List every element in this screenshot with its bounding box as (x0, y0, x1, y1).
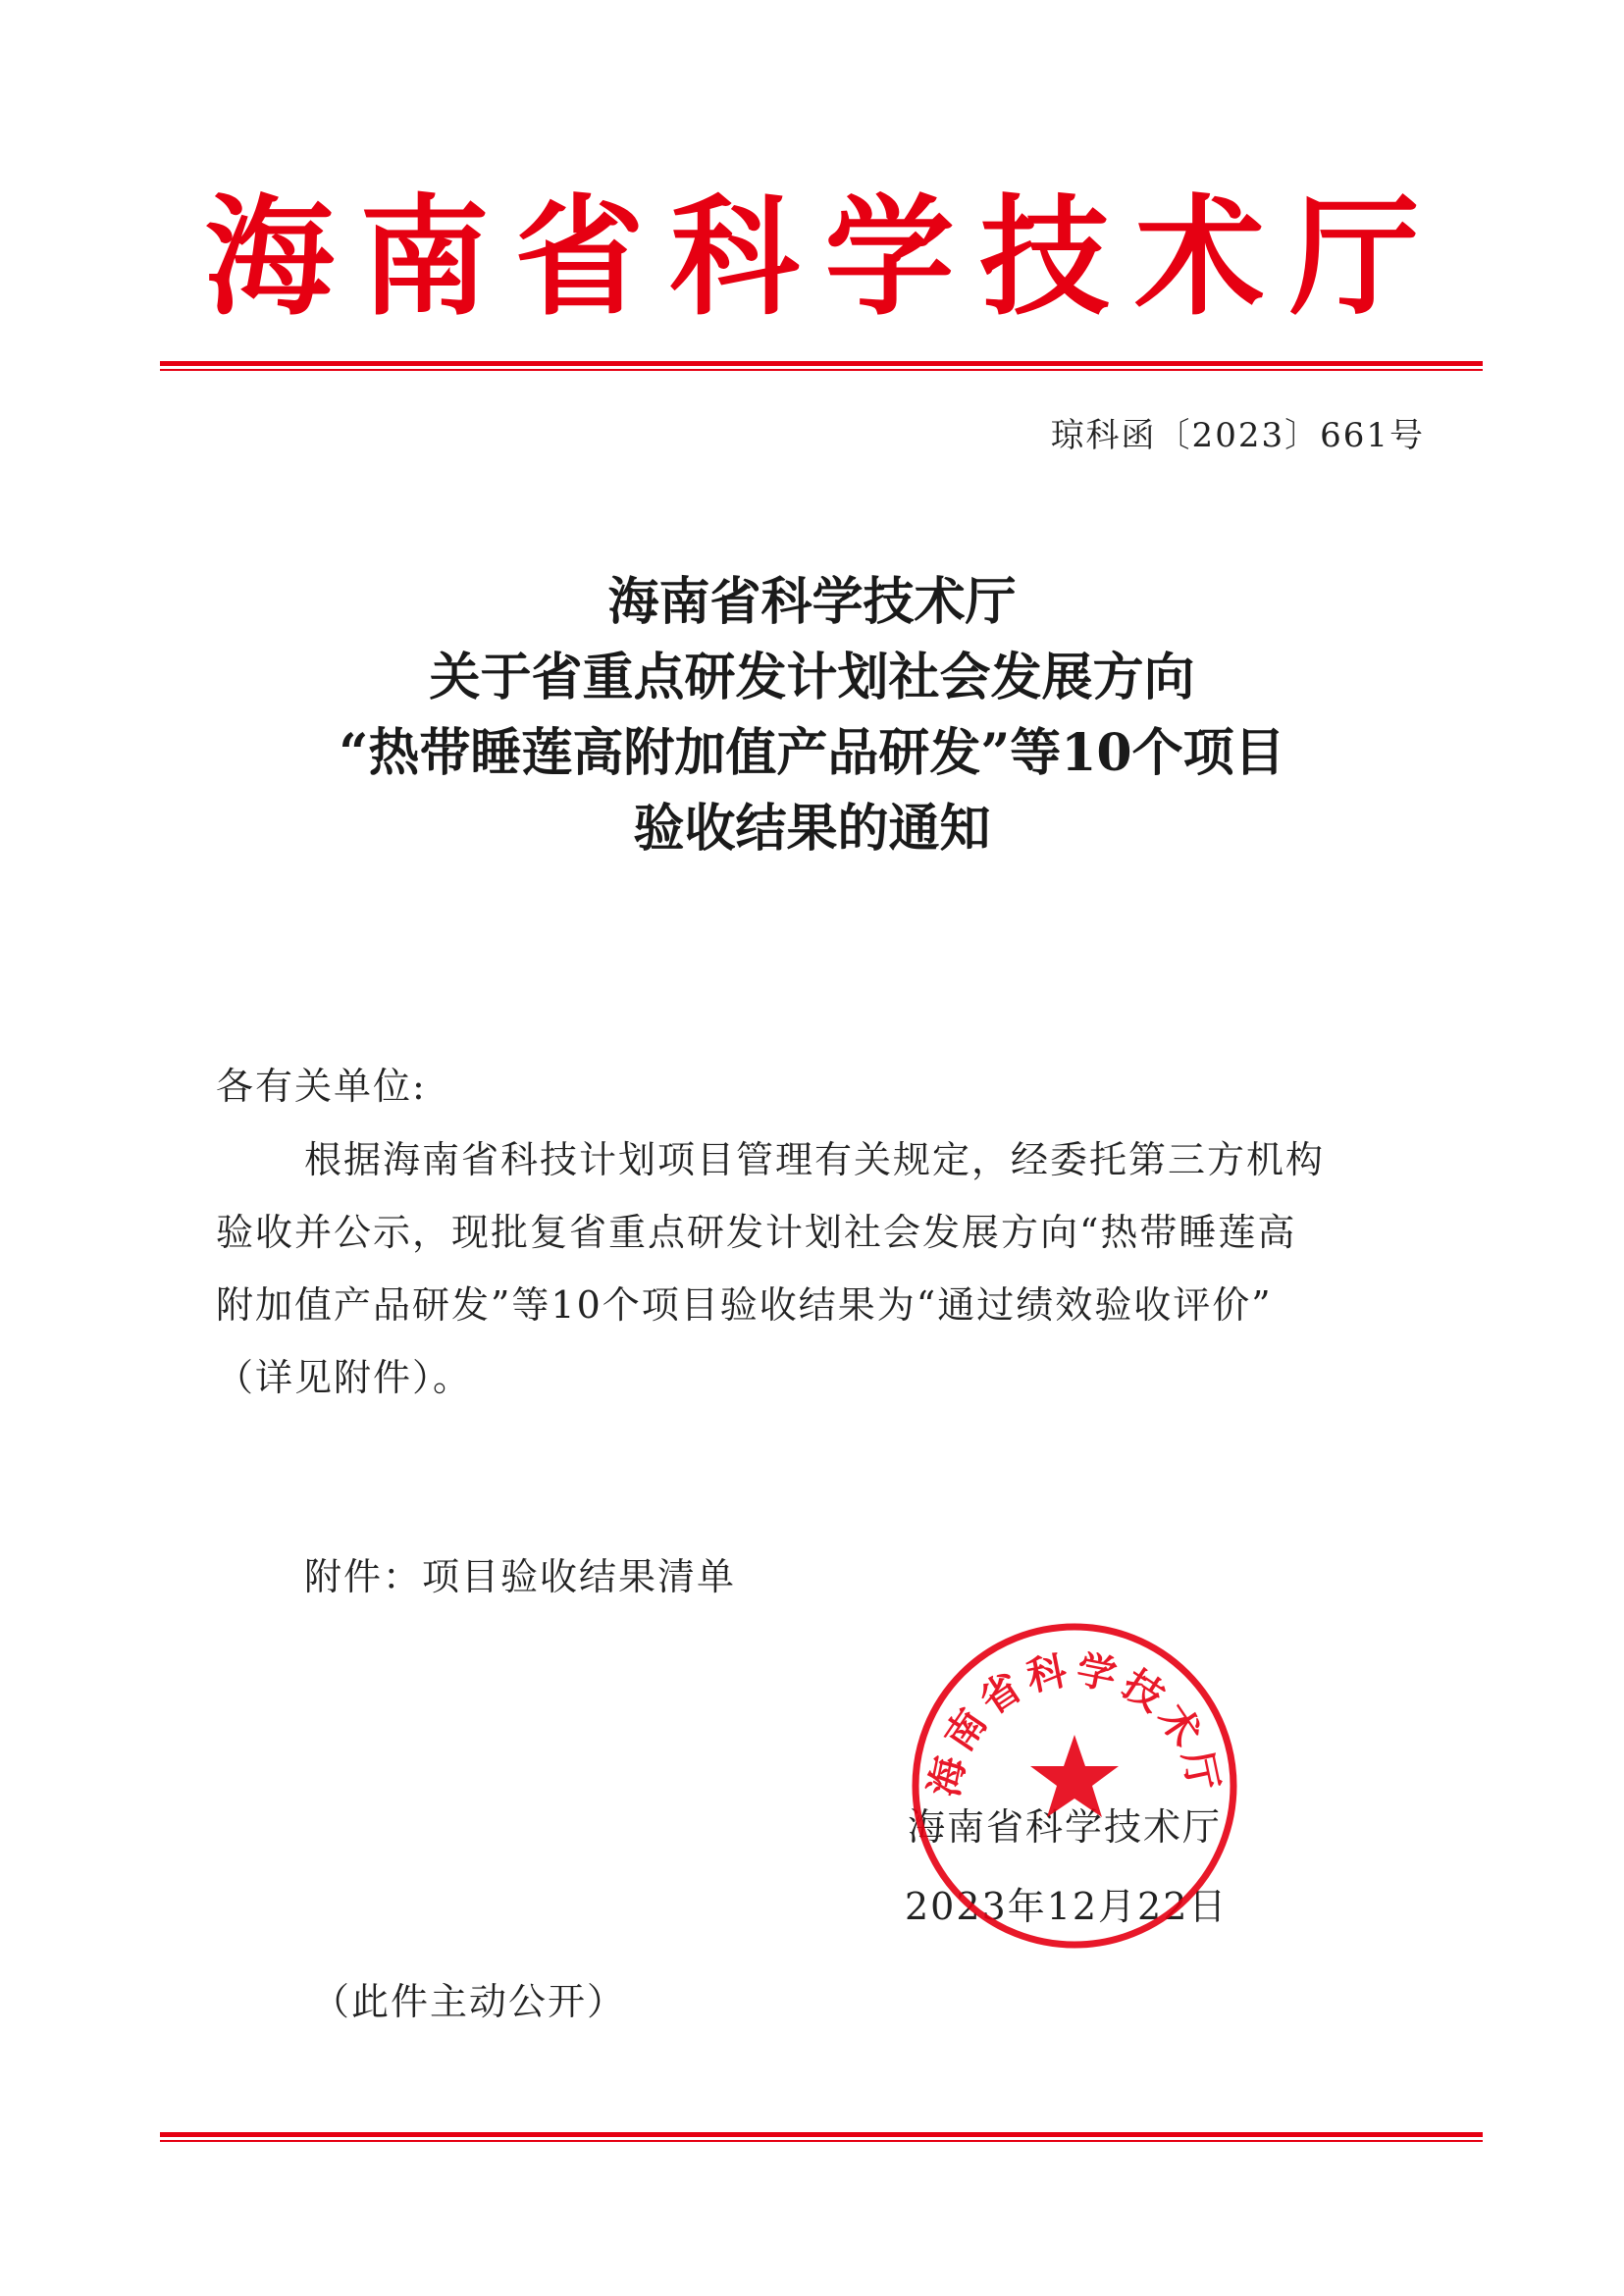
issue-date: 2023年12月22日 (905, 1885, 1229, 1928)
body-line: 验收并公示，现批复省重点研发计划社会发展方向“热带睡莲高 (216, 1211, 1297, 1254)
star-icon (1030, 1735, 1119, 1817)
official-seal (908, 1619, 1241, 1953)
title-line: 海南省科学技术厅 (607, 572, 1017, 632)
document-title (0, 564, 1624, 866)
body-line: 附加值产品研发”等10个项目验收结果为“通过绩效验收评价” (216, 1283, 1273, 1327)
body-line: 根据海南省科技计划项目管理有关规定，经委托第三方机构 (304, 1138, 1326, 1181)
title-line: 验收结果的通知 (633, 799, 991, 859)
letterhead-rule (160, 361, 1483, 372)
body-line: （详见附件）。 (216, 1356, 473, 1399)
body-paragraph (216, 1123, 1433, 1414)
public-disclosure-note: （此件主动公开） (312, 1980, 627, 2023)
title-line: “热带睡莲高附加值产品研发”等10个项目 (339, 723, 1285, 783)
title-line: 关于省重点研发计划社会发展方向 (429, 648, 1195, 707)
document-number: 琼科函〔2023〕661号 (1050, 416, 1425, 455)
letterhead-title: 海南省科学技术厅 (204, 183, 1445, 334)
footer-rule (160, 2132, 1483, 2143)
attachment-note: 附件：项目验收结果清单 (304, 1555, 737, 1598)
issuer-name: 海南省科学技术厅 (908, 1805, 1223, 1849)
seal-text: 海南省科学技术厅 (921, 1646, 1228, 1800)
salutation: 各有关单位: (216, 1065, 427, 1108)
